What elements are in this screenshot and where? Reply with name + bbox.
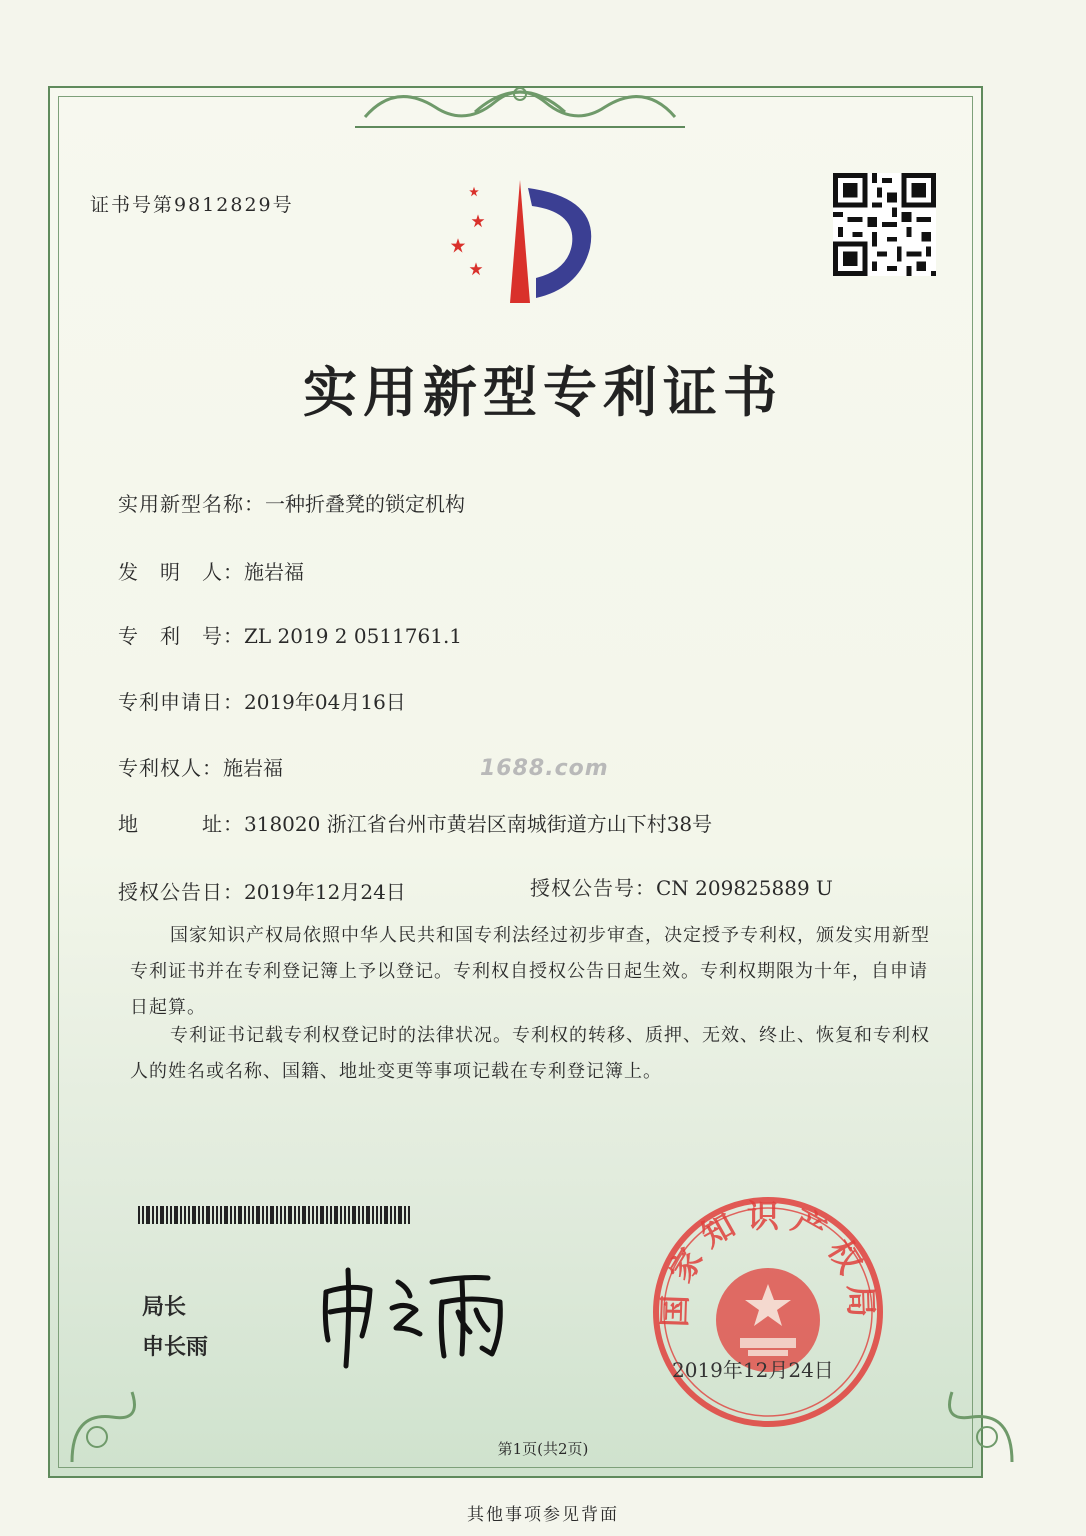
patent-office-logo (440, 178, 610, 308)
field-value: 施岩福 (223, 756, 283, 780)
field-utility-model-name (118, 488, 465, 517)
director-signature (312, 1262, 552, 1372)
page-indicator: 第1页(共2页) (497, 1440, 589, 1458)
field-label: 授权公告号： (530, 876, 656, 900)
field-filing-date (118, 686, 406, 715)
barcode (138, 1206, 410, 1224)
field-label: 发 明 人： (118, 560, 244, 584)
footer-note: 其他事项参见背面 (467, 1505, 619, 1525)
field-inventor (118, 556, 304, 585)
field-grant-date (118, 876, 406, 905)
seal-date: 2019年12月24日 (672, 1358, 834, 1382)
official-seal (648, 1192, 888, 1432)
field-label: 专 利 号： (118, 624, 244, 648)
field-label: 专利申请日： (118, 690, 244, 714)
field-address (118, 808, 712, 837)
official-title: 局长 (142, 1295, 187, 1320)
field-value: 施岩福 (244, 560, 304, 584)
field-value: 一种折叠凳的锁定机构 (265, 492, 465, 516)
field-value: 2019年04月16日 (244, 690, 406, 714)
official-name: 申长雨 (142, 1335, 209, 1360)
top-ornament (355, 72, 685, 132)
field-patent-number (118, 620, 462, 649)
field-value: 318020 浙江省台州市黄岩区南城街道方山下村38号 (244, 812, 713, 836)
seal-text: 国家知识产权局 (655, 1197, 881, 1328)
field-value: 2019年12月24日 (244, 880, 406, 904)
field-label: 专利权人： (118, 756, 223, 780)
body-paragraph-2: 专利证书记载专利权登记时的法律状况。专利权的转移、质押、无效、终止、恢复和专利权人的姓名或名称、国籍、地址变更等事项记载在专利登记簿上。 (130, 1025, 930, 1082)
field-value: CN 209825889 U (656, 876, 833, 900)
body-paragraph-1: 国家知识产权局依照中华人民共和国专利法经过初步审查，决定授予专利权，颁发实用新型专利证书并在专利登记簿上予以登记。专利权自授权公告日起生效。专利权期限为十年，自申请日起算。 (130, 925, 930, 1018)
qr-code (833, 173, 936, 276)
field-label: 实用新型名称： (118, 492, 265, 516)
watermark: 1688.com (480, 756, 609, 781)
field-patentee (118, 752, 283, 781)
certificate-number: 证书号第9812829号 (90, 194, 294, 216)
certificate-title: 实用新型专利证书 (303, 361, 783, 424)
field-label: 地 址： (118, 812, 244, 836)
field-value: ZL 2019 2 0511761.1 (244, 624, 463, 648)
field-label: 授权公告日： (118, 880, 244, 904)
field-grant-number (530, 872, 833, 901)
